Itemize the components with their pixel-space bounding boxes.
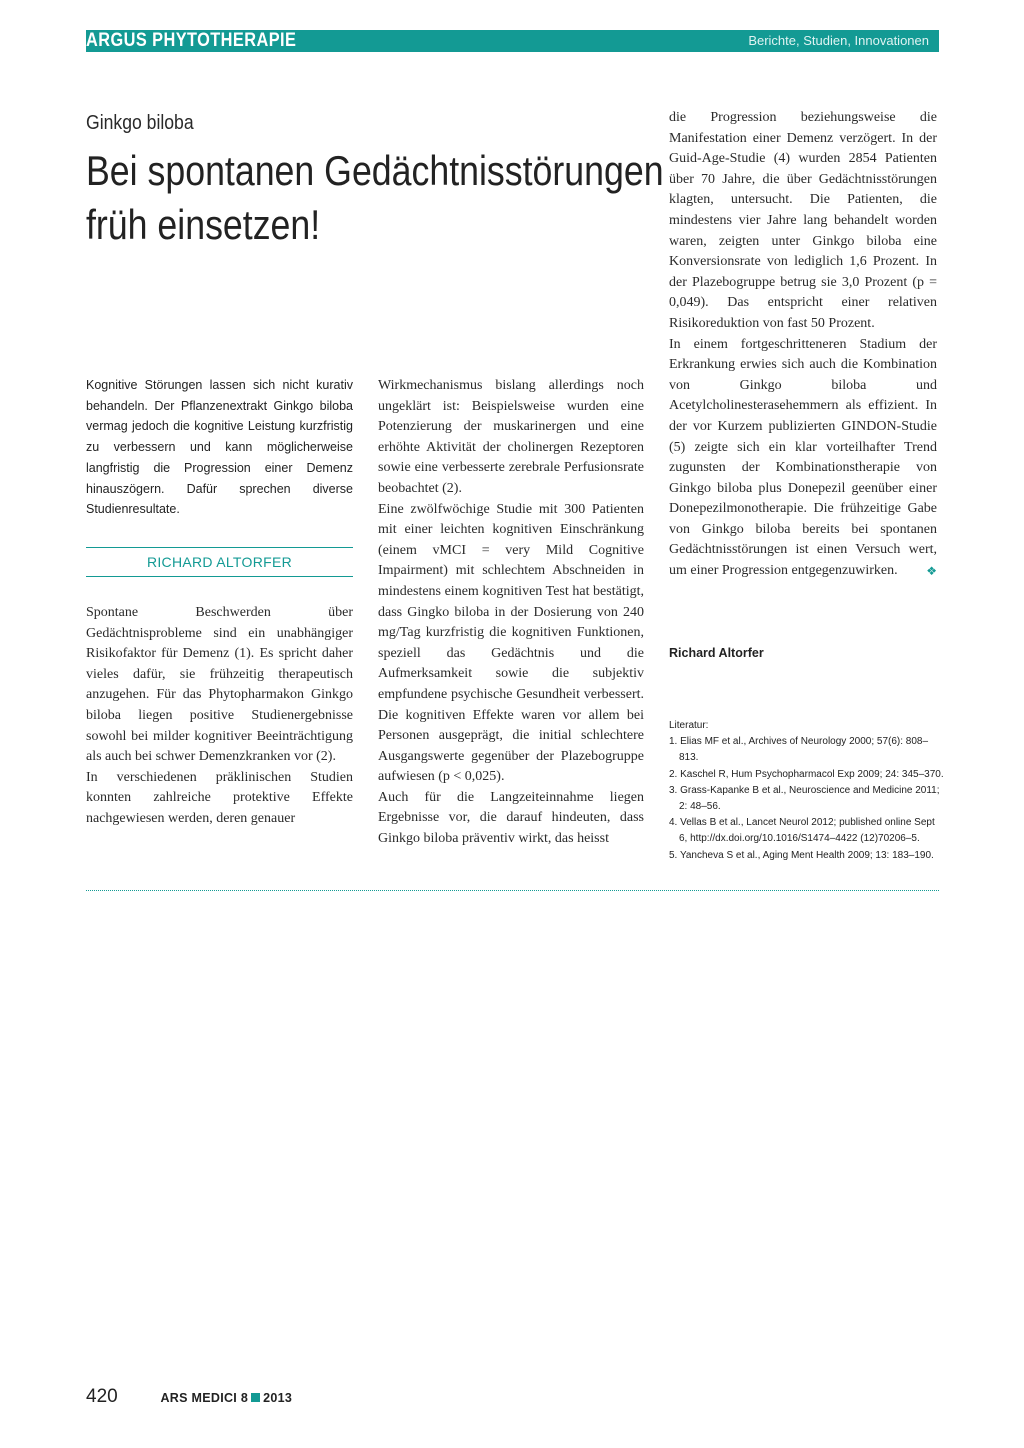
paragraph: In verschiedenen präklinischen Studien konnten zahlreiche protektive Effekte nachgewiesen werden, deren genauer [86,769,353,826]
dotted-divider [86,890,939,891]
paragraph: Eine zwölfwöchige Studie mit 300 Patienten mit einer leichten kognitiven Einschränkung (einem vMCI = very Mild Cognitive Impairment) mit schlechtem Abschneiden in mindestens einem kognitiven Test hat bestätigt, dass Gingko biloba in der Dosierung von 240 mg/Tag kurzfristig die kognitiven Funktionen, speziell das Gedächtnis und die Aufmerksamkeit sowie die subjektiv empfundene psychische Gesundheit verbessert. Die kognitiven Effekte waren vor allem bei Personen ausgeprägt, die initial schlechtere Ausgangswerte gegenüber der Plazebogruppe aufwiesen (p < 0,025). [378,501,644,785]
reference-item: 3. Grass-Kapanke B et al., Neuroscience and Medicine 2011; 2: 48–56. [669,784,940,813]
reference-item: 1. Elias MF et al., Archives of Neurology 2000; 57(6): 808–813. [669,736,929,764]
page-number: 420 [86,1386,118,1407]
references-heading: Literatur: [669,720,709,731]
section-tagline: Berichte, Studien, Innovationen [748,33,929,48]
paragraph [669,335,937,582]
headline-line: früh einsetzen! [86,201,321,248]
header-bar [86,30,939,52]
section-title: ARGUS PHYTOTHERAPIE [86,30,297,51]
body-column-2 [378,376,644,850]
paragraph: Auch für die Langzeiteinnahme liegen Ergebnisse vor, die darauf hindeuten, dass Ginkgo biloba präventiv wirkt, das heisst [378,789,644,847]
article-lead: Kognitive Störungen lassen sich nicht kurativ behandeln. Der Pflanzenextrakt Ginkgo biloba vermag jedoch die kognitive Leistung kurzfristig zu verbessern und kann möglicherweise langfristig die Progression einer Demenz hinauszögern. Dafür sprechen diverse Studienresultate. [86,378,353,517]
paragraph: Wirkmechanismus bislang allerdings noch ungeklärt ist: Beispielsweise wurden eine Potenzierung der muskarinergen und eine erhöhte Aktivität der cholinergen Rezeptoren sowie eine verbesserte zerebrale Perfusionsrate beobachtet (2). [378,378,644,496]
article-headline [86,144,664,252]
author-label: RICHARD ALTORFER [146,554,293,570]
article-kicker: Ginkgo biloba [86,112,194,134]
reference-item: 4. Vellas B et al., Lancet Neurol 2012; published online Sept 6, http://dx.doi.org/10.1016/S1474–4422 (12)70206–5. [669,817,935,845]
paragraph: Spontane Beschwerden über Gedächtnisprobleme sind ein unabhängiger Risikofaktor für Demenz (1). Es spricht daher vieles dafür, sie frühzeitig therapeutisch anzugehen. Für das Phytopharmakon Ginkgo biloba liegen positive Studienergebnisse sowohl bei milder kognitiver Beeinträchtigung als auch bei schwer Demenzkranken vor (2). [86,605,353,765]
reference-item: 5. Yancheva S et al., Aging Ment Health 2009; 13: 183–190. [669,849,934,861]
author-signature: Richard Altorfer [669,646,764,660]
journal-name: ARS MEDICI 8 [160,1391,249,1405]
paragraph-text: In einem fortgeschritteneren Stadium der Erkrankung erwies sich auch die Kombination von Ginkgo biloba und Acetylcholinesterasehemmern als effizient. In der vor Kurzem publizierten GINDON-Studie (5) zeigte sich ein klar vorteilhafter Trend zugunsten der Kombinationstherapie von Ginkgo biloba plus Donepezil geenüber einer Donepezilmonotherapie. Die frühzeitige Gabe von Ginkgo biloba bereits bei spontanen Gedächtnisstörungen ist einen Versuch wert, um einer Progression entgegenzuwirken. [669,336,937,579]
paragraph: die Progression beziehungsweise die Manifestation einer Demenz verzögert. In der Guid-Age-Studie (4) wurden 2854 Patienten über 70 Jahre, die über Gedächtnisstörungen klagten, untersucht. Die Patienten, die mindestens vier Jahre lang behandelt worden waren, zeigten unter Ginkgo biloba eine Konversionsrate von lediglich 1,6 Prozent. In der Plazebogruppe betrug sie 3,0 Prozent (p = 0,049). Das entspricht einer relativen Risikoreduktion von fast 50 Prozent. [669,110,937,331]
body-column-3 [669,108,937,582]
page-footer [86,1386,292,1408]
references [669,718,944,864]
headline-line: Bei spontanen Gedächtnisstörungen [86,147,664,194]
references-list [669,734,944,864]
square-icon [251,1393,260,1402]
body-column-1 [86,603,353,830]
end-mark-icon: ❖ [926,564,937,579]
journal-year: 2013 [263,1391,293,1405]
reference-item: 2. Kaschel R, Hum Psychopharmacol Exp 2009; 24: 345–370. [669,768,944,780]
author-box [86,547,353,577]
